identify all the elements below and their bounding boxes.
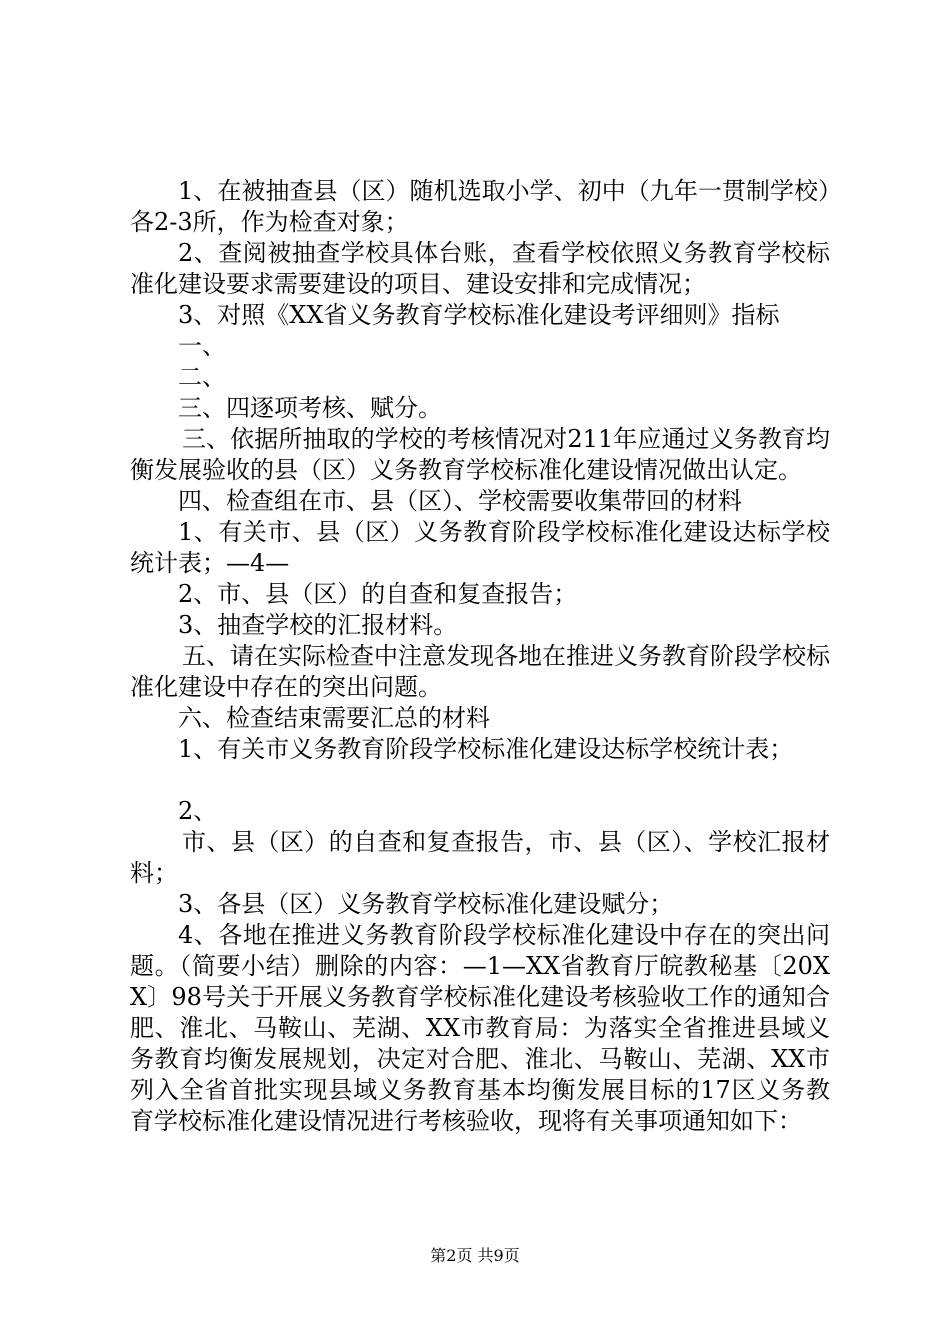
document-body: [130, 176, 830, 1137]
paragraph-18: 4、各地在推进义务教育阶段学校标准化建设中存在的突出问题。（简要小结）删除的内容：—1—XX省教育厅皖教秘基〔20XX〕98号关于开展义务教育学校标准化建设考核验收工作的通知合肥、淮北、马鞍山、芜湖、XX市教育局：为落实全省推进县域义务教育均衡发展规划，决定对合肥、淮北、马鞍山、芜湖、XX市列入全省首批实现县域义务教育基本均衡发展目标的17区义务教育学校标准化建设情况进行考核验收，现将有关事项通知如下：: [130, 921, 830, 1135]
page-footer: [0, 1246, 950, 1266]
paragraph-1: 1、在被抽查县（区）随机选取小学、初中（九年一贯制学校）各2-3所，作为检查对象；: [130, 177, 830, 236]
paragraph-3: 3、对照《XX省义务教育学校标准化建设考评细则》指标: [178, 301, 780, 329]
paragraph-10: 2、市、县（区）的自查和复查报告；: [178, 580, 578, 608]
paragraph-14: 1、有关市义务教育阶段学校标准化建设达标学校统计表；: [178, 735, 794, 763]
paragraph-6: 三、四逐项考核、赋分。: [178, 394, 442, 422]
paragraph-11: 3、抽查学校的汇报材料。: [178, 611, 458, 639]
paragraph-16: 市、县（区）的自查和复查报告，市、县（区）、学校汇报材料；: [130, 828, 830, 887]
paragraph-15: 2、: [178, 797, 218, 825]
paragraph-8: 四、检查组在市、县（区）、学校需要收集带回的材料: [178, 487, 742, 515]
paragraph-17: 3、各县（区）义务教育学校标准化建设赋分；: [178, 890, 674, 918]
page-number-label: 第2页 共9页: [430, 1246, 520, 1265]
paragraph-2: 2、查阅被抽查学校具体台账，查看学校依照义务教育学校标准化建设要求需要建设的项目、建设安排和完成情况；: [130, 239, 830, 298]
paragraph-12: 五、请在实际检查中注意发现各地在推进义务教育阶段学校标准化建设中存在的突出问题。: [130, 642, 830, 701]
paragraph-4: 一、: [178, 332, 226, 360]
paragraph-5: 二、: [178, 363, 226, 391]
paragraph-13: 六、检查结束需要汇总的材料: [178, 704, 490, 732]
paragraph-9: 1、有关市、县（区）义务教育阶段学校标准化建设达标学校统计表；—4—: [130, 518, 830, 577]
paragraph-7: 三、依据所抽取的学校的考核情况对211年应通过义务教育均衡发展验收的县（区）义务教育学校标准化建设情况做出认定。: [130, 425, 830, 484]
